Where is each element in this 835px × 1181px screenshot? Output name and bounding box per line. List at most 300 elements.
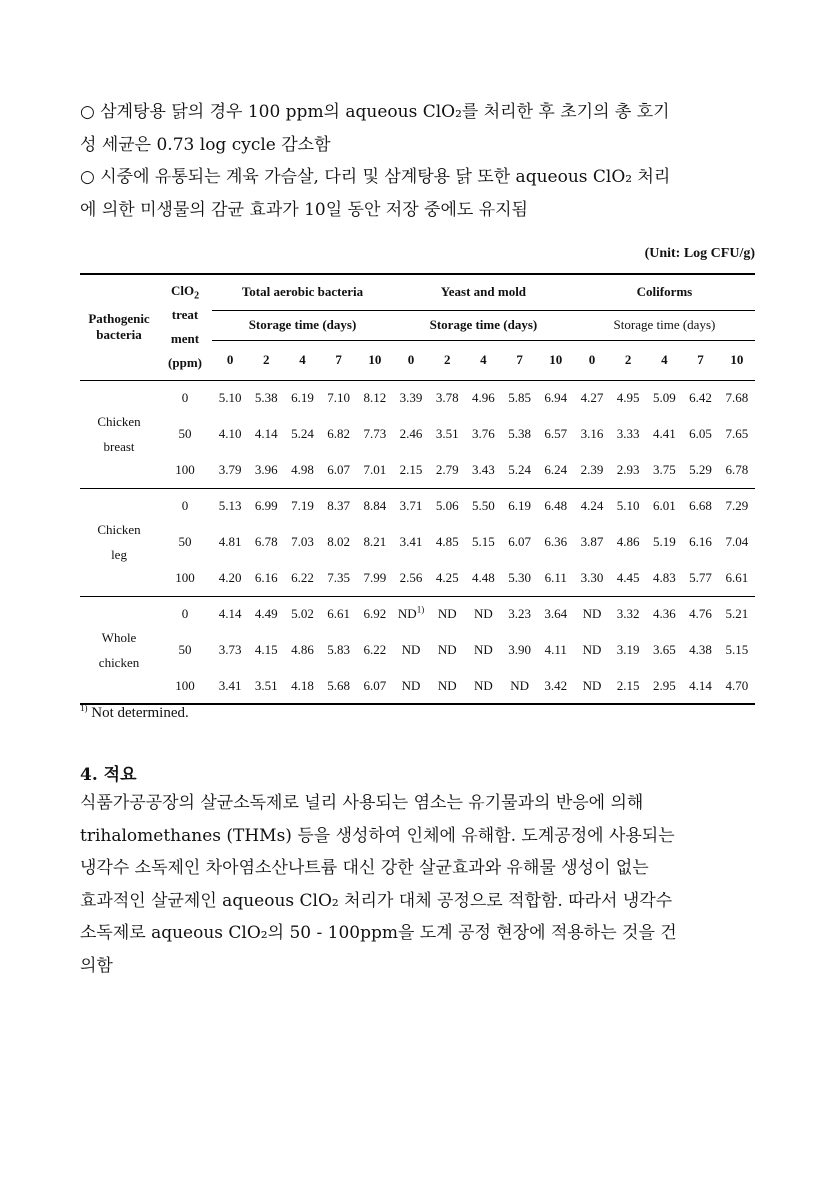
value-cell	[212, 632, 248, 668]
value-text: 3.32	[616, 606, 640, 622]
value-text: 6.78	[725, 461, 749, 477]
value-text: 3.42	[544, 677, 568, 693]
ppm-cell: 50	[178, 534, 192, 549]
value-cell	[248, 560, 284, 596]
value-cell	[465, 380, 501, 416]
value-cell	[574, 380, 610, 416]
value-cell	[429, 488, 465, 524]
value-text: 3.41	[218, 677, 242, 693]
day-header: 2	[263, 352, 270, 367]
value-text: 5.24	[291, 426, 314, 441]
value-cell	[682, 668, 718, 704]
value-cell	[212, 416, 248, 452]
value-text: 4.49	[254, 606, 278, 622]
summary-line-1: 식품가공공장의 살균소독제로 널리 사용되는 염소는 유기물과의 반응에 의해	[80, 793, 644, 813]
value-cell	[502, 452, 538, 488]
value-cell	[248, 380, 284, 416]
pathogenic-bacteria-header	[80, 274, 158, 380]
value-text: 4.70	[725, 677, 749, 693]
value-cell	[682, 524, 718, 560]
value-text: 5.15	[725, 642, 749, 657]
value-cell	[284, 452, 320, 488]
value-cell	[646, 452, 682, 488]
value-text: 4.45	[616, 569, 640, 585]
value-text: 4.96	[472, 390, 495, 406]
value-text: 3.87	[580, 534, 604, 549]
value-text: 4.86	[616, 534, 640, 549]
value-text: 4.18	[291, 677, 314, 693]
storage-time-label: Storage time (days)	[574, 310, 755, 340]
value-text: 5.06	[435, 498, 459, 514]
sample-name	[80, 488, 158, 596]
value-text: 4.14	[689, 677, 712, 693]
value-text: 5.10	[218, 390, 242, 406]
value-text: ND	[582, 677, 602, 693]
value-text: 7.19	[291, 498, 314, 514]
value-cell	[393, 524, 429, 560]
value-text: 4.14	[254, 426, 278, 441]
value-cell	[248, 488, 284, 524]
value-text: ND	[510, 677, 529, 693]
value-cell	[429, 380, 465, 416]
data-table	[80, 273, 755, 705]
value-text: 5.68	[327, 677, 351, 693]
value-text: 6.05	[689, 426, 712, 441]
day-header: 2	[624, 352, 632, 367]
value-cell	[357, 632, 393, 668]
value-text: 6.61	[327, 606, 351, 622]
intro-line-4: 에 의한 미생물의 감균 효과가 10일 동안 저장 중에도 유지됨	[80, 199, 528, 220]
value-text: 5.30	[508, 569, 531, 585]
footnote	[80, 705, 189, 722]
value-cell	[719, 524, 755, 560]
value-cell	[393, 668, 429, 704]
value-cell	[574, 452, 610, 488]
value-cell	[502, 632, 538, 668]
value-cell	[538, 668, 574, 704]
summary-paragraph	[80, 787, 756, 982]
value-cell	[321, 632, 357, 668]
value-text: 6.07	[508, 534, 531, 549]
value-cell	[357, 524, 393, 560]
value-cell	[610, 488, 646, 524]
header-treat: treat	[171, 307, 199, 323]
value-text: ND	[474, 606, 493, 622]
value-cell	[321, 524, 357, 560]
day-header: 7	[697, 352, 704, 367]
storage-time-label: Storage time (days)	[212, 310, 393, 340]
ppm-cell: 0	[181, 390, 189, 406]
value-cell	[465, 632, 501, 668]
value-cell	[429, 452, 465, 488]
value-cell	[719, 596, 755, 632]
value-cell	[465, 488, 501, 524]
value-cell	[357, 596, 393, 632]
value-cell	[429, 524, 465, 560]
value-text: 3.96	[254, 461, 278, 477]
sample-name	[80, 380, 158, 488]
header-clo2-sub: 2	[194, 290, 200, 302]
sample-name-line-2: leg	[111, 547, 127, 562]
value-text: 4.10	[218, 426, 242, 441]
value-cell	[212, 560, 248, 596]
value-cell	[682, 380, 718, 416]
value-text: 4.98	[291, 461, 314, 477]
value-text: 7.04	[725, 534, 749, 549]
value-text: 3.79	[218, 461, 242, 477]
value-cell	[465, 560, 501, 596]
value-text: 6.24	[544, 461, 568, 477]
value-text: 3.43	[472, 461, 495, 477]
header-ppm: (ppm)	[168, 355, 202, 371]
table-row	[80, 380, 755, 416]
value-text: ND	[474, 677, 493, 693]
value-text: 5.02	[291, 606, 314, 622]
value-cell	[212, 668, 248, 704]
value-cell	[357, 488, 393, 524]
value-cell	[646, 560, 682, 596]
table-row	[80, 416, 755, 452]
value-text: 5.21	[725, 606, 749, 622]
value-text: 6.22	[291, 569, 314, 585]
value-cell	[538, 596, 574, 632]
value-cell	[682, 452, 718, 488]
value-cell	[574, 560, 610, 596]
value-text: 3.73	[218, 642, 242, 657]
value-text: 6.16	[254, 569, 278, 585]
clo2-treatment-header	[158, 274, 212, 380]
intro-line-3: ○ 시중에 유통되는 계육 가슴살, 다리 및 삼계탕용 닭 또한 aqueous ClO₂ 처리	[80, 167, 671, 187]
value-cell	[574, 524, 610, 560]
value-text: 4.20	[218, 569, 242, 585]
value-cell	[538, 452, 574, 488]
day-header: 4	[661, 352, 668, 367]
value-cell	[284, 380, 320, 416]
value-text: 4.76	[689, 606, 712, 622]
value-text: 4.38	[689, 642, 712, 657]
section-title: 4. 적요	[80, 765, 137, 785]
value-text: 2.15	[616, 677, 640, 693]
day-header: 0	[588, 352, 596, 367]
value-cell	[429, 668, 465, 704]
value-text: 2.15	[399, 461, 423, 477]
value-text: 4.41	[652, 426, 676, 441]
value-text: 3.71	[399, 498, 423, 514]
value-text: 3.90	[508, 642, 531, 657]
value-cell	[321, 416, 357, 452]
value-cell	[682, 560, 718, 596]
value-text: 4.25	[435, 569, 459, 585]
summary-line-3: 냉각수 소독제인 차아염소산나트륨 대신 강한 살균효과와 유해물 생성이 없는	[80, 858, 649, 878]
value-text: 3.39	[399, 390, 423, 406]
summary-line-2: trihalomethanes (THMs) 등을 생성하여 인체에 유해함. 도계공정에 사용되는	[80, 825, 675, 846]
value-cell	[682, 416, 718, 452]
sample-name	[80, 596, 158, 704]
value-text: 5.83	[327, 642, 351, 657]
table-row	[80, 524, 755, 560]
summary-line-6: 의함	[80, 955, 113, 976]
value-cell	[393, 596, 429, 632]
value-cell	[610, 452, 646, 488]
value-text: 5.77	[689, 569, 712, 585]
value-text: ND	[582, 642, 602, 657]
value-cell	[538, 560, 574, 596]
day-header: 0	[407, 352, 415, 367]
value-cell	[646, 416, 682, 452]
value-text: 3.19	[616, 642, 640, 657]
value-text: 3.75	[652, 461, 676, 477]
value-cell	[357, 416, 393, 452]
value-text: 5.85	[508, 390, 531, 406]
value-cell	[719, 416, 755, 452]
value-text: 5.38	[508, 426, 531, 441]
value-text: ND	[437, 642, 457, 657]
value-cell	[212, 488, 248, 524]
value-text: ND	[582, 606, 602, 622]
value-cell	[248, 596, 284, 632]
value-text: 8.37	[327, 498, 351, 514]
value-cell	[610, 596, 646, 632]
value-text: 4.86	[291, 642, 314, 657]
value-cell	[574, 416, 610, 452]
value-text: 5.29	[689, 461, 712, 477]
value-cell	[321, 668, 357, 704]
value-text: 6.22	[363, 642, 387, 657]
value-cell	[284, 560, 320, 596]
value-cell	[248, 632, 284, 668]
value-cell	[719, 632, 755, 668]
value-text: 5.19	[652, 534, 676, 549]
value-text: 5.50	[472, 498, 495, 514]
value-cell	[646, 596, 682, 632]
group-total-aerobic-bacteria: Total aerobic bacteria	[212, 274, 393, 310]
value-cell	[321, 560, 357, 596]
value-cell	[357, 560, 393, 596]
value-cell	[429, 632, 465, 668]
sample-name-line-1: Chicken	[97, 522, 141, 537]
value-text: 6.82	[327, 426, 351, 441]
value-cell	[719, 668, 755, 704]
value-text: 6.92	[363, 606, 387, 622]
value-cell	[610, 380, 646, 416]
table-unit: (Unit: Log CFU/g)	[644, 246, 755, 261]
value-cell	[321, 380, 357, 416]
value-cell	[574, 632, 610, 668]
value-text: 3.23	[508, 606, 531, 622]
value-text: 6.99	[254, 498, 278, 514]
value-cell	[284, 632, 320, 668]
table-row	[80, 596, 755, 632]
value-text: 6.19	[291, 390, 314, 406]
value-cell	[610, 668, 646, 704]
summary-line-5: 소독제로 aqueous ClO₂의 50 - 100ppm을 도계 공정 현장에 적용하는 것을 건	[80, 923, 677, 943]
value-cell	[393, 488, 429, 524]
value-text: 3.51	[435, 426, 459, 441]
header-clo2: ClO	[170, 283, 195, 299]
value-text: 6.48	[544, 498, 568, 514]
value-cell	[284, 416, 320, 452]
value-cell	[574, 596, 610, 632]
value-text: 5.09	[652, 390, 676, 406]
value-cell	[284, 524, 320, 560]
group-coliforms: Coliforms	[574, 274, 755, 310]
sample-name-line-1: Chicken	[97, 414, 141, 429]
value-cell	[393, 416, 429, 452]
day-header: 10	[730, 352, 744, 367]
value-cell	[248, 416, 284, 452]
value-cell	[429, 560, 465, 596]
value-text: 6.11	[544, 569, 567, 585]
value-cell	[284, 596, 320, 632]
value-cell	[646, 632, 682, 668]
value-text: 4.14	[218, 606, 242, 622]
value-text: 3.65	[652, 642, 676, 657]
value-text: 2.93	[616, 461, 640, 477]
value-text: 2.46	[399, 426, 423, 441]
value-cell	[465, 416, 501, 452]
value-text: 2.79	[435, 461, 459, 477]
value-text: 6.01	[652, 498, 676, 514]
value-cell	[212, 524, 248, 560]
value-text: 7.65	[725, 426, 749, 441]
ppm-cell: 50	[178, 426, 192, 441]
value-text: 8.21	[363, 534, 387, 549]
value-text: 3.33	[616, 426, 640, 441]
value-cell	[284, 488, 320, 524]
value-cell	[321, 596, 357, 632]
summary-line-4: 효과적인 살균제인 aqueous ClO₂ 처리가 대체 공정으로 적합함. 따라서 냉각수	[80, 890, 673, 911]
value-cell	[610, 632, 646, 668]
value-cell	[682, 596, 718, 632]
value-text: 4.85	[435, 534, 459, 549]
value-cell	[502, 668, 538, 704]
day-header: 7	[516, 352, 523, 367]
value-text: 6.42	[689, 390, 712, 406]
header-ment: ment	[170, 331, 200, 347]
table-row	[80, 668, 755, 704]
value-text: 2.56	[399, 569, 423, 585]
value-cell	[357, 380, 393, 416]
intro-line-1: ○ 삼계탕용 닭의 경우 100 ppm의 aqueous ClO₂를 처리한 후 초기의 총 호기	[80, 102, 670, 122]
storage-time-label: Storage time (days)	[393, 310, 574, 340]
day-header: 10	[368, 352, 382, 367]
table-row	[80, 452, 755, 488]
day-header: 4	[480, 352, 487, 367]
value-text: 6.16	[689, 534, 712, 549]
value-text: 8.02	[327, 534, 351, 549]
value-cell	[393, 380, 429, 416]
value-cell	[465, 524, 501, 560]
value-text: ND	[474, 642, 493, 657]
nd-footnote-mark: 1)	[416, 604, 425, 615]
value-cell	[212, 596, 248, 632]
value-text: 3.30	[580, 569, 604, 585]
value-text: 2.39	[580, 461, 604, 477]
table-row	[80, 560, 755, 596]
value-text: 4.11	[544, 642, 567, 657]
value-text: 6.94	[544, 390, 568, 406]
value-text: ND	[401, 677, 421, 693]
value-cell	[357, 668, 393, 704]
value-cell	[502, 596, 538, 632]
sample-name-line-2: breast	[103, 439, 135, 454]
value-cell	[429, 596, 465, 632]
value-text: 4.48	[472, 569, 495, 585]
value-text: 4.24	[580, 498, 604, 514]
value-text: 7.68	[725, 390, 749, 406]
value-cell	[248, 452, 284, 488]
value-cell	[538, 380, 574, 416]
value-text: 2.95	[652, 677, 676, 693]
header-bacteria: bacteria	[96, 327, 142, 343]
value-cell	[574, 668, 610, 704]
value-cell	[646, 380, 682, 416]
header-pathogenic: Pathogenic	[88, 311, 150, 327]
value-text: 4.83	[652, 569, 676, 585]
ppm-cell: 100	[175, 569, 195, 585]
value-text: ND	[397, 606, 417, 622]
intro-line-2: 성 세균은 0.73 log cycle 감소함	[80, 134, 331, 155]
value-text: 6.68	[689, 498, 712, 514]
value-text: 6.19	[508, 498, 531, 514]
value-cell	[212, 452, 248, 488]
value-text: 5.38	[254, 390, 278, 406]
value-cell	[248, 524, 284, 560]
value-text: 8.12	[363, 390, 387, 406]
value-text: 7.03	[291, 534, 314, 549]
value-cell	[610, 416, 646, 452]
day-header: 4	[299, 352, 306, 367]
table-row	[80, 632, 755, 668]
value-cell	[357, 452, 393, 488]
footnote-text: Not determined.	[87, 705, 189, 721]
value-text: 4.36	[652, 606, 676, 622]
value-cell	[465, 668, 501, 704]
value-cell	[321, 488, 357, 524]
value-cell	[719, 380, 755, 416]
ppm-cell: 0	[158, 596, 212, 632]
value-text: 5.10	[616, 498, 640, 514]
value-cell	[212, 380, 248, 416]
value-text: 6.07	[363, 677, 387, 693]
ppm-cell: 100	[175, 461, 195, 477]
day-header: 2	[443, 352, 451, 367]
group-yeast-and-mold: Yeast and mold	[393, 274, 574, 310]
day-header: 7	[335, 352, 342, 367]
value-text: 6.07	[327, 461, 351, 477]
value-text: 3.64	[544, 606, 568, 622]
value-cell	[538, 632, 574, 668]
value-cell	[393, 632, 429, 668]
value-text: 3.78	[435, 390, 459, 406]
value-cell	[719, 560, 755, 596]
value-text: 6.36	[544, 534, 568, 549]
value-text: 7.73	[363, 426, 387, 441]
value-text: 3.51	[254, 677, 278, 693]
value-cell	[502, 524, 538, 560]
value-cell	[646, 524, 682, 560]
value-text: 5.15	[472, 534, 495, 549]
value-text: 7.35	[327, 569, 351, 585]
value-text: 6.57	[544, 426, 568, 441]
table-row	[80, 488, 755, 524]
day-header: 0	[226, 352, 234, 367]
value-text: ND	[437, 606, 457, 622]
value-text: 8.84	[363, 498, 387, 514]
value-text: 6.61	[725, 569, 749, 585]
value-text: 6.78	[254, 534, 278, 549]
value-cell	[393, 560, 429, 596]
